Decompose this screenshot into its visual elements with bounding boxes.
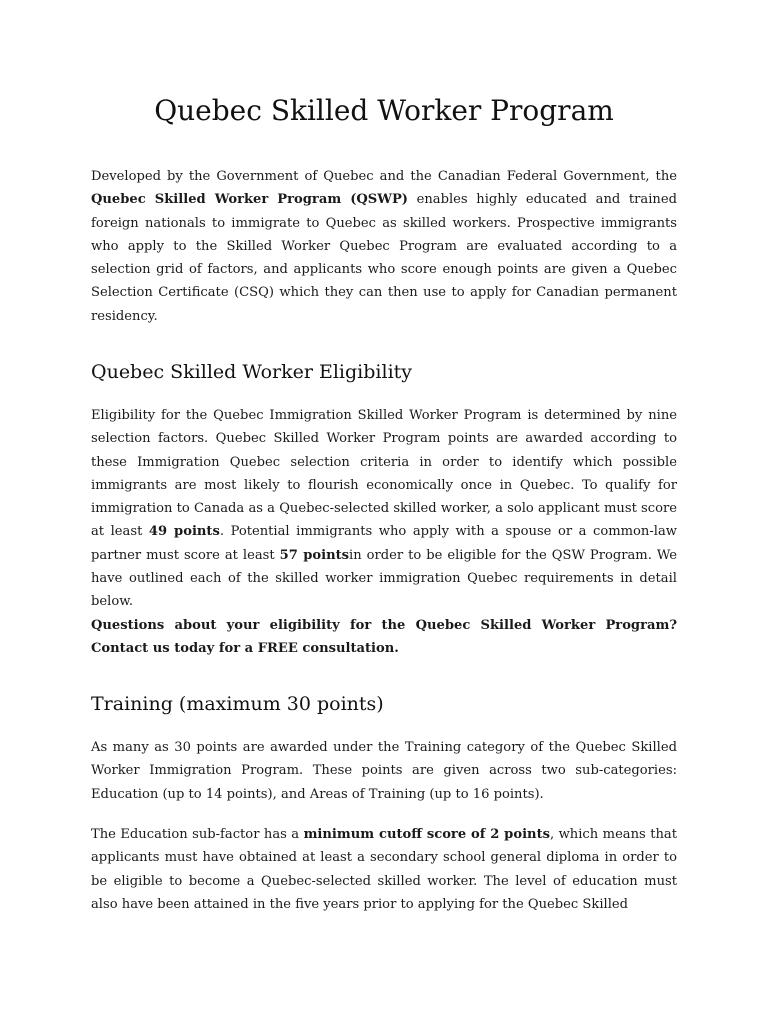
consultation-call-to-action: Questions about your eligibility for the Quebec Skilled Worker Program? Contact us today for a FREE consultation. xyxy=(91,617,677,656)
training-text-2: , which means that applicants must have obtained at least a secondary school general diploma in order to be eligible to become a Quebec-selected skilled worker. The level of education must also have been attained in the five years prior to applying for the Quebec Skilled xyxy=(91,827,677,912)
eligibility-heading: Quebec Skilled Worker Eligibility xyxy=(91,361,413,383)
training-paragraph-1: As many as 30 points are awarded under the Training category of the Quebec Skilled Worker Immigration Program. These points are given across two sub-categories: Education (up to 14 points), and Areas of Training (up to 16 points). xyxy=(91,740,677,802)
eligibility-bold-couple-points: 57 points xyxy=(279,547,350,563)
eligibility-text-3: in order to be eligible for the QSW Program. We have outlined each of the skilled worker immigration Quebec requirements in detail below. xyxy=(91,547,677,610)
eligibility-paragraph xyxy=(91,404,677,660)
intro-paragraph xyxy=(91,165,677,328)
training-bold-cutoff: minimum cutoff score of 2 points xyxy=(303,827,550,842)
eligibility-bold-solo-points: 49 points xyxy=(148,524,220,540)
intro-bold-program-name: Quebec Skilled Worker Program (QSWP) xyxy=(91,192,408,208)
training-heading: Training (maximum 30 points) xyxy=(91,693,384,715)
training-text-1: The Education sub-factor has a xyxy=(91,827,304,842)
training-paragraph-2 xyxy=(91,823,677,916)
page-title: Quebec Skilled Worker Program xyxy=(154,94,614,127)
eligibility-text-1: Eligibility for the Quebec Immigration Skilled Worker Program is determined by nine selection factors. Quebec Skilled Worker Program points are awarded according to these Immigration Quebec selection criteria in order to identify which possible immigrants are most likely to flourish economically once in Quebec. To qualify for immigration to Canada as a Quebec-selected skilled worker, a solo applicant must score at least xyxy=(91,408,677,540)
intro-text-2: enables highly educated and trained foreign nationals to immigrate to Quebec as skilled workers. Prospective immigrants who apply to the Skilled Worker Quebec Program are evaluated according to a selection grid of factors, and applicants who score enough points are given a Quebec Selection Certificate (CSQ) which they can then use to apply for Canadian permanent residency. xyxy=(91,192,677,324)
eligibility-text-2: . Potential immigrants who apply with a spouse or a common-law partner must score at least xyxy=(91,524,677,563)
intro-text-1: Developed by the Government of Quebec and the Canadian Federal Government, the xyxy=(91,169,677,184)
